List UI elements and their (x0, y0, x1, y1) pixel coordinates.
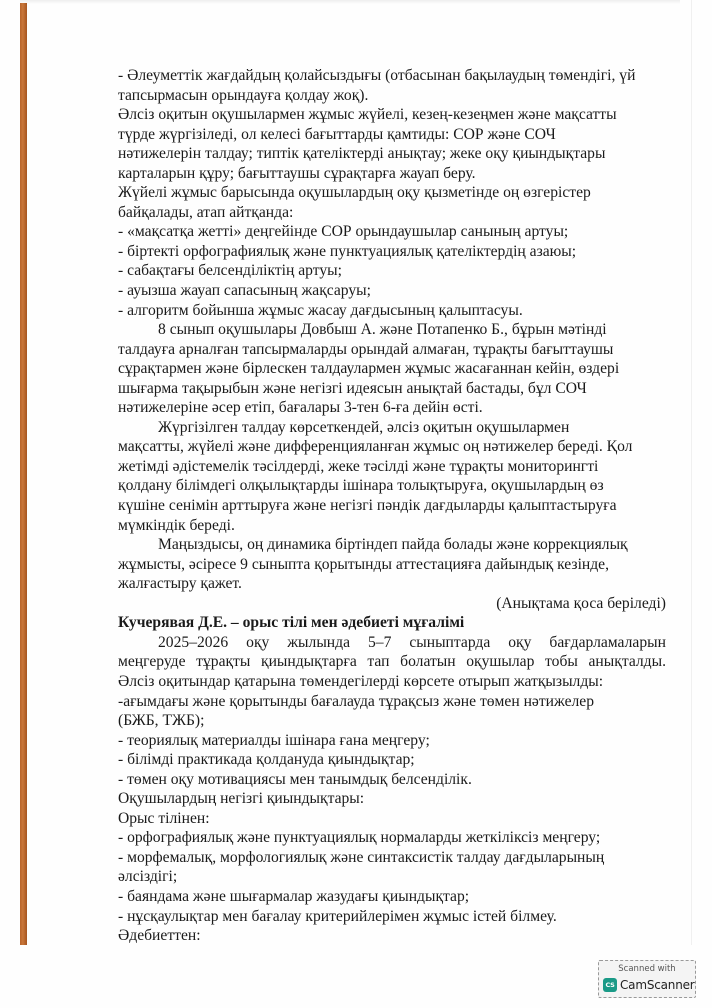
text-line: нәтижелерін талдау; типтік қателіктерді анықтау; жеке оқу қиындықтары (118, 145, 606, 163)
list-item: - білімді практикада қолдануда қиындықтар; (118, 751, 415, 769)
list-item: - төмен оқу мотивациясы мен танымдық белсенділік. (118, 770, 472, 788)
list-item: - сабақтағы белсенділіктің артуы; (118, 262, 342, 280)
word: оқу (246, 633, 270, 651)
text-line: талдауға арналған тапсырмаларды орындай алмаған, тұрақты бағыттаушы (118, 340, 614, 358)
text-line: Жүйелі жұмыс барысында оқушылардың оқу қызметінде оң өзгерістер (118, 184, 591, 202)
subheading: Әдебиеттен: (118, 927, 201, 945)
camscanner-watermark (598, 960, 696, 998)
word: тап (367, 653, 390, 671)
binding-strip (20, 3, 27, 945)
watermark-brand-name: CamScanner (620, 978, 695, 992)
justified-line (118, 652, 666, 672)
text-line: байқалады, атап айтқанда: (118, 203, 294, 221)
intro-block (118, 66, 666, 320)
word: жылында (287, 633, 350, 651)
subheading: Оқушылардың негізгі қиындықтары: (118, 790, 365, 808)
list-item: - морфемалық, морфологиялық және синтаксистік талдау дағдыларының (118, 848, 605, 866)
text-line: Жүргізілген талдау көрсеткендей, әлсіз оқитын оқушылармен (158, 418, 570, 436)
word: оқу (508, 633, 532, 651)
text-line: жұмысты, әсіресе 9 сыныпта қорытынды аттестацияға дайындық кезінде, (118, 555, 609, 573)
word: анықталды. (588, 653, 666, 671)
text-line: түрде жүргізіледі, ол келесі бағыттарды қамтиды: СОР және СОЧ (118, 125, 556, 143)
analysis-paragraph (118, 418, 666, 535)
word: меңгеруде (118, 653, 186, 671)
text-line: жалғастыру қажет. (118, 575, 242, 593)
text-line: 8 сынып оқушылары Довбыш А. және Потапенко Б., бұрын мәтінді (158, 321, 607, 339)
text-line: шығарма тақырыбын және негізгі идеясын анықтай бастады, бұл СОЧ (118, 379, 587, 397)
justified-line (118, 633, 666, 653)
page-right-edge (691, 0, 692, 945)
word: тобы (545, 653, 578, 671)
text-line: мақсатты, жүйелі және дифференцияланған жұмыс оң нәтижелер береді. Қол (118, 438, 633, 456)
attachment-note: (Анықтама қоса беріледі) (496, 594, 666, 612)
word: тұрақты (196, 653, 251, 671)
watermark-caption: Scanned with (618, 964, 676, 974)
list-item: -ағымдағы және қорытынды бағалауда тұрақсыз және төмен нәтижелер (118, 692, 595, 710)
list-item: - алгоритм бойынша жұмыс жасау дағдысының қалыптасуы. (118, 301, 523, 319)
text-line: - Әлеуметтік жағдайдың қолайсыздығы (отбасынан бақылаудың төмендігі, үй (118, 67, 636, 84)
teacher-heading: Кучерявая Д.Е. – орыс тілі мен әдебиеті мұғалімі (118, 614, 465, 632)
text-line: (БЖБ, ТЖБ); (118, 712, 205, 730)
text-line: мүмкіндік береді. (118, 516, 235, 534)
camscanner-logo-icon: CS (603, 978, 617, 992)
text-line: сұрақтармен және бірлескен талдаулармен жұмыс жасағаннан кейін, өздері (118, 360, 620, 378)
list-item: - ауызша жауап сапасының жақсаруы; (118, 282, 371, 300)
text-line: Маңыздысы, оң динамика біртіндеп пайда болады және коррекциялық (158, 536, 628, 554)
list-item: - «мақсатқа жетті» деңгейінде СОР орындаушылар санының артуы; (118, 223, 569, 241)
conclusion-paragraph (118, 535, 666, 594)
watermark-brand (603, 978, 695, 992)
word: қиындықтарға (261, 653, 357, 671)
text-line: жетімді әдістемелік тәсілдерді, жеке тәсілді және тұрақты мониторингті (118, 457, 599, 475)
word: сыныптарда (409, 633, 491, 651)
list-item: - нұсқаулықтар мен бағалау критерийлерімен жұмыс істей білмеу. (118, 907, 557, 925)
word: болатын (400, 653, 456, 671)
text-line: қолдану білімдегі олқылықтарды ішінара толықтыруға, оқушылардың өз (118, 477, 604, 495)
word: бағдарламаларын (549, 633, 666, 651)
list-item: - біртекті орфографиялық және пунктуациялық қателіктердің азаюы; (118, 242, 577, 260)
text-line: Әлсіз оқитын оқушылармен жұмыс жүйелі, кезең-кезеңмен және мақсатты (118, 106, 617, 124)
students-paragraph (118, 320, 666, 418)
list-item: - орфографиялық және пунктуациялық нормаларды жеткіліксіз меңгеру; (118, 829, 601, 847)
subheading: Орыс тілінен: (118, 809, 210, 827)
text-line: тапсырмасын орындауға қолдау жоқ). (118, 86, 369, 104)
word: 2025–2026 (158, 633, 229, 651)
text-line: күшіне сенімін арттыруға және негізгі пәндік дағдыларды қалыптастыруға (118, 497, 617, 515)
list-item: - баяндама және шығармалар жазудағы қиындықтар; (118, 887, 470, 905)
text-line: карталарын құру; бағыттаушы сұрақтарға жауап беру. (118, 164, 476, 182)
year-paragraph (118, 633, 666, 946)
document-body (118, 66, 666, 946)
text-line: нәтижелеріне әсер етіп, бағалары 3-тен 6-ға дейін өсті. (118, 399, 483, 417)
text-line: әлсіздігі; (118, 868, 178, 886)
word: 5–7 (367, 633, 392, 651)
page-top-edge (20, 0, 680, 4)
text-line: Әлсіз оқитындар қатарына төмендегілерді көрсете отырып жатқызылды: (118, 672, 604, 690)
list-item: - теориялық материалды ішінара ғана меңгеру; (118, 731, 430, 749)
word: оқушылар (466, 653, 535, 671)
